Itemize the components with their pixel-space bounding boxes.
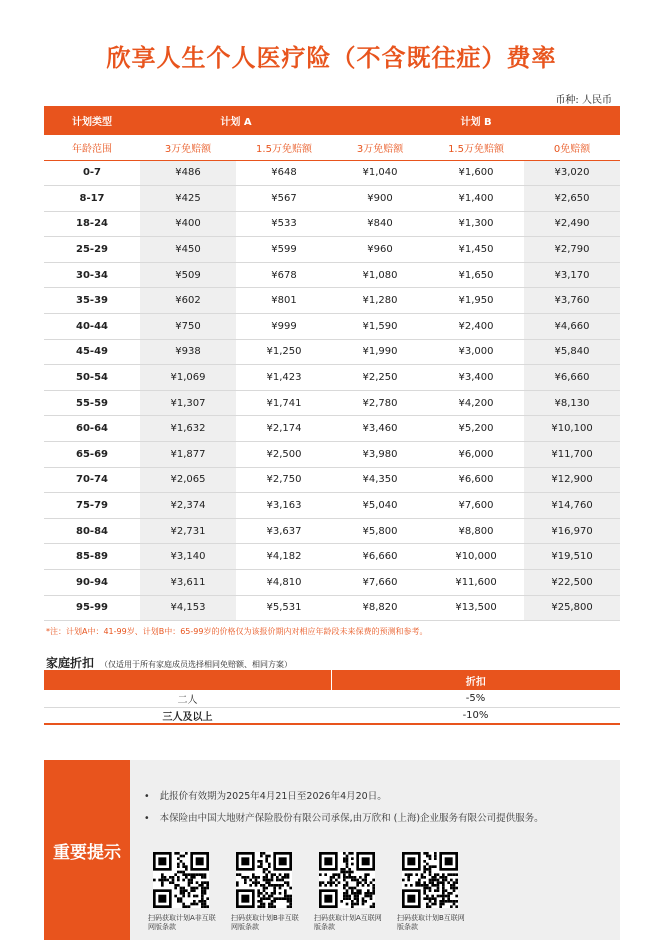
premium-cell: ¥938 — [140, 339, 236, 365]
premium-cell: ¥4,153 — [140, 595, 236, 621]
table-row — [44, 390, 620, 416]
plan-a-header: 计划 A — [140, 106, 332, 135]
table-row — [44, 288, 620, 314]
premium-cell: ¥10,100 — [524, 416, 620, 442]
age-range-cell: 60-64 — [44, 416, 140, 442]
premium-cell: ¥678 — [236, 262, 332, 288]
premium-rate-table — [44, 106, 620, 621]
premium-cell: ¥750 — [140, 314, 236, 340]
premium-cell: ¥5,200 — [428, 416, 524, 442]
family-discount-table — [44, 670, 620, 725]
premium-cell: ¥533 — [236, 211, 332, 237]
premium-cell: ¥11,600 — [428, 570, 524, 596]
table-row — [44, 186, 620, 212]
premium-cell: ¥6,660 — [524, 365, 620, 391]
age-range-cell: 8-17 — [44, 186, 140, 212]
premium-cell: ¥1,741 — [236, 390, 332, 416]
age-range-cell: 45-49 — [44, 339, 140, 365]
premium-cell: ¥4,182 — [236, 544, 332, 570]
table-row — [44, 690, 620, 707]
premium-cell: ¥960 — [332, 237, 428, 263]
age-range-cell: 95-99 — [44, 595, 140, 621]
premium-cell: ¥1,423 — [236, 365, 332, 391]
premium-cell: ¥8,130 — [524, 390, 620, 416]
premium-cell: ¥486 — [140, 160, 236, 186]
age-range-cell: 55-59 — [44, 390, 140, 416]
qr-code-icon[interactable] — [402, 852, 458, 908]
qr-code-block — [397, 852, 467, 932]
page-title: 欣享人生个人医疗险（不含既往症）费率 — [106, 44, 557, 72]
table-row — [44, 211, 620, 237]
premium-cell: ¥3,140 — [140, 544, 236, 570]
qr-caption: 扫码获取计划A非互联网版条款 — [148, 914, 216, 931]
table-row — [44, 707, 620, 724]
table-row — [44, 339, 620, 365]
age-range-cell: 35-39 — [44, 288, 140, 314]
premium-cell: ¥2,374 — [140, 493, 236, 519]
premium-cell: ¥602 — [140, 288, 236, 314]
premium-cell: ¥6,660 — [332, 544, 428, 570]
premium-cell: ¥2,750 — [236, 467, 332, 493]
premium-cell: ¥425 — [140, 186, 236, 212]
deductible-header: 3万免赔额 — [140, 135, 236, 160]
qr-code-block — [314, 852, 384, 932]
premium-cell: ¥1,950 — [428, 288, 524, 314]
premium-cell: ¥2,731 — [140, 518, 236, 544]
premium-cell: ¥2,174 — [236, 416, 332, 442]
deductible-header: 0免赔额 — [524, 135, 620, 160]
notice-bullets — [144, 788, 544, 832]
premium-cell: ¥3,020 — [524, 160, 620, 186]
premium-cell: ¥10,000 — [428, 544, 524, 570]
table-row — [44, 518, 620, 544]
premium-cell: ¥1,280 — [332, 288, 428, 314]
premium-cell: ¥1,300 — [428, 211, 524, 237]
premium-cell: ¥1,590 — [332, 314, 428, 340]
family-discount-heading: 家庭折扣 — [46, 656, 95, 670]
premium-cell: ¥3,163 — [236, 493, 332, 519]
age-range-header: 年龄范围 — [44, 135, 140, 160]
premium-cell: ¥11,700 — [524, 442, 620, 468]
premium-cell: ¥4,660 — [524, 314, 620, 340]
premium-cell: ¥2,250 — [332, 365, 428, 391]
table-row — [44, 237, 620, 263]
notice-label: 重要提示 — [44, 760, 130, 940]
premium-cell: ¥1,600 — [428, 160, 524, 186]
currency-label: 币种: 人民币 — [555, 95, 612, 106]
premium-cell: ¥5,800 — [332, 518, 428, 544]
qr-code-icon[interactable] — [236, 852, 292, 908]
premium-cell: ¥6,000 — [428, 442, 524, 468]
premium-cell: ¥3,460 — [332, 416, 428, 442]
premium-cell: ¥1,250 — [236, 339, 332, 365]
qr-caption: 扫码获取计划A互联网版条款 — [314, 914, 382, 931]
premium-cell: ¥2,780 — [332, 390, 428, 416]
premium-cell: ¥7,600 — [428, 493, 524, 519]
premium-cell: ¥22,500 — [524, 570, 620, 596]
table-row — [44, 262, 620, 288]
premium-cell: ¥13,500 — [428, 595, 524, 621]
premium-cell: ¥4,810 — [236, 570, 332, 596]
deductible-header: 1.5万免赔额 — [236, 135, 332, 160]
premium-cell: ¥2,650 — [524, 186, 620, 212]
plan-b-header: 计划 B — [332, 106, 620, 135]
premium-cell: ¥999 — [236, 314, 332, 340]
premium-cell: ¥14,760 — [524, 493, 620, 519]
family-label-header — [44, 670, 331, 690]
important-notice-panel — [44, 760, 620, 940]
premium-cell: ¥648 — [236, 160, 332, 186]
table-row — [44, 467, 620, 493]
premium-cell: ¥1,650 — [428, 262, 524, 288]
premium-cell: ¥1,080 — [332, 262, 428, 288]
family-size-label: 二人 — [44, 690, 331, 707]
qr-caption: 扫码获取计划B非互联网版条款 — [231, 914, 299, 931]
premium-cell: ¥1,307 — [140, 390, 236, 416]
premium-cell: ¥3,400 — [428, 365, 524, 391]
age-range-cell: 75-79 — [44, 493, 140, 519]
discount-value: -10% — [331, 707, 620, 724]
age-range-cell: 70-74 — [44, 467, 140, 493]
table-row — [44, 570, 620, 596]
premium-cell: ¥1,040 — [332, 160, 428, 186]
premium-cell: ¥599 — [236, 237, 332, 263]
premium-cell: ¥2,065 — [140, 467, 236, 493]
premium-cell: ¥840 — [332, 211, 428, 237]
premium-cell: ¥1,632 — [140, 416, 236, 442]
table-row — [44, 160, 620, 186]
age-range-cell: 50-54 — [44, 365, 140, 391]
premium-cell: ¥1,400 — [428, 186, 524, 212]
table-row — [44, 493, 620, 519]
age-range-cell: 80-84 — [44, 518, 140, 544]
premium-cell: ¥2,400 — [428, 314, 524, 340]
premium-cell: ¥509 — [140, 262, 236, 288]
premium-cell: ¥3,611 — [140, 570, 236, 596]
qr-code-block — [148, 852, 218, 932]
premium-cell: ¥5,840 — [524, 339, 620, 365]
deductible-header: 1.5万免赔额 — [428, 135, 524, 160]
premium-cell: ¥567 — [236, 186, 332, 212]
premium-cell: ¥3,637 — [236, 518, 332, 544]
table-row — [44, 365, 620, 391]
premium-cell: ¥5,040 — [332, 493, 428, 519]
qr-caption: 扫码获取计划B互联网版条款 — [397, 914, 465, 931]
premium-cell: ¥4,200 — [428, 390, 524, 416]
age-range-cell: 25-29 — [44, 237, 140, 263]
qr-code-icon[interactable] — [153, 852, 209, 908]
table-row — [44, 442, 620, 468]
premium-cell: ¥6,600 — [428, 467, 524, 493]
footnote: *注：计划A中：41-99岁、计划B中：65-99岁的价格仅为该报价期内对相应年龄段未来保费的预测和参考。 — [46, 627, 428, 636]
discount-header: 折扣 — [331, 670, 620, 690]
discount-value: -5% — [331, 690, 620, 707]
family-discount-subtitle: （仅适用于所有家庭成员选择相同免赔额、相同方案） — [100, 660, 293, 669]
plan-type-header: 计划类型 — [44, 106, 140, 135]
premium-cell: ¥4,350 — [332, 467, 428, 493]
premium-cell: ¥16,970 — [524, 518, 620, 544]
family-discount-title — [46, 654, 292, 671]
premium-cell: ¥2,790 — [524, 237, 620, 263]
qr-code-block — [231, 852, 301, 932]
premium-cell: ¥8,800 — [428, 518, 524, 544]
premium-cell: ¥7,660 — [332, 570, 428, 596]
table-row — [44, 595, 620, 621]
premium-cell: ¥1,877 — [140, 442, 236, 468]
age-range-cell: 18-24 — [44, 211, 140, 237]
deductible-header: 3万免赔额 — [332, 135, 428, 160]
family-size-label: 三人及以上 — [44, 707, 331, 724]
premium-cell: ¥19,510 — [524, 544, 620, 570]
table-row — [44, 314, 620, 340]
age-range-cell: 85-89 — [44, 544, 140, 570]
premium-cell: ¥25,800 — [524, 595, 620, 621]
table-row — [44, 544, 620, 570]
premium-cell: ¥2,500 — [236, 442, 332, 468]
age-range-cell: 90-94 — [44, 570, 140, 596]
premium-cell: ¥2,490 — [524, 211, 620, 237]
qr-code-icon[interactable] — [319, 852, 375, 908]
premium-cell: ¥1,069 — [140, 365, 236, 391]
notice-bullet: • 此报价有效期为2025年4月21日至2026年4月20日。 — [144, 788, 544, 802]
premium-cell: ¥900 — [332, 186, 428, 212]
age-range-cell: 65-69 — [44, 442, 140, 468]
premium-cell: ¥3,000 — [428, 339, 524, 365]
premium-cell: ¥5,531 — [236, 595, 332, 621]
premium-cell: ¥3,980 — [332, 442, 428, 468]
notice-bullet: • 本保险由中国大地财产保险股份有限公司承保,由万欣和 (上海)企业服务有限公司提供服务。 — [144, 810, 544, 824]
premium-cell: ¥3,760 — [524, 288, 620, 314]
age-range-cell: 30-34 — [44, 262, 140, 288]
age-range-cell: 0-7 — [44, 160, 140, 186]
table-row — [44, 416, 620, 442]
premium-cell: ¥1,450 — [428, 237, 524, 263]
premium-cell: ¥3,170 — [524, 262, 620, 288]
age-range-cell: 40-44 — [44, 314, 140, 340]
premium-cell: ¥8,820 — [332, 595, 428, 621]
premium-cell: ¥400 — [140, 211, 236, 237]
premium-cell: ¥801 — [236, 288, 332, 314]
premium-cell: ¥1,990 — [332, 339, 428, 365]
premium-cell: ¥12,900 — [524, 467, 620, 493]
premium-cell: ¥450 — [140, 237, 236, 263]
